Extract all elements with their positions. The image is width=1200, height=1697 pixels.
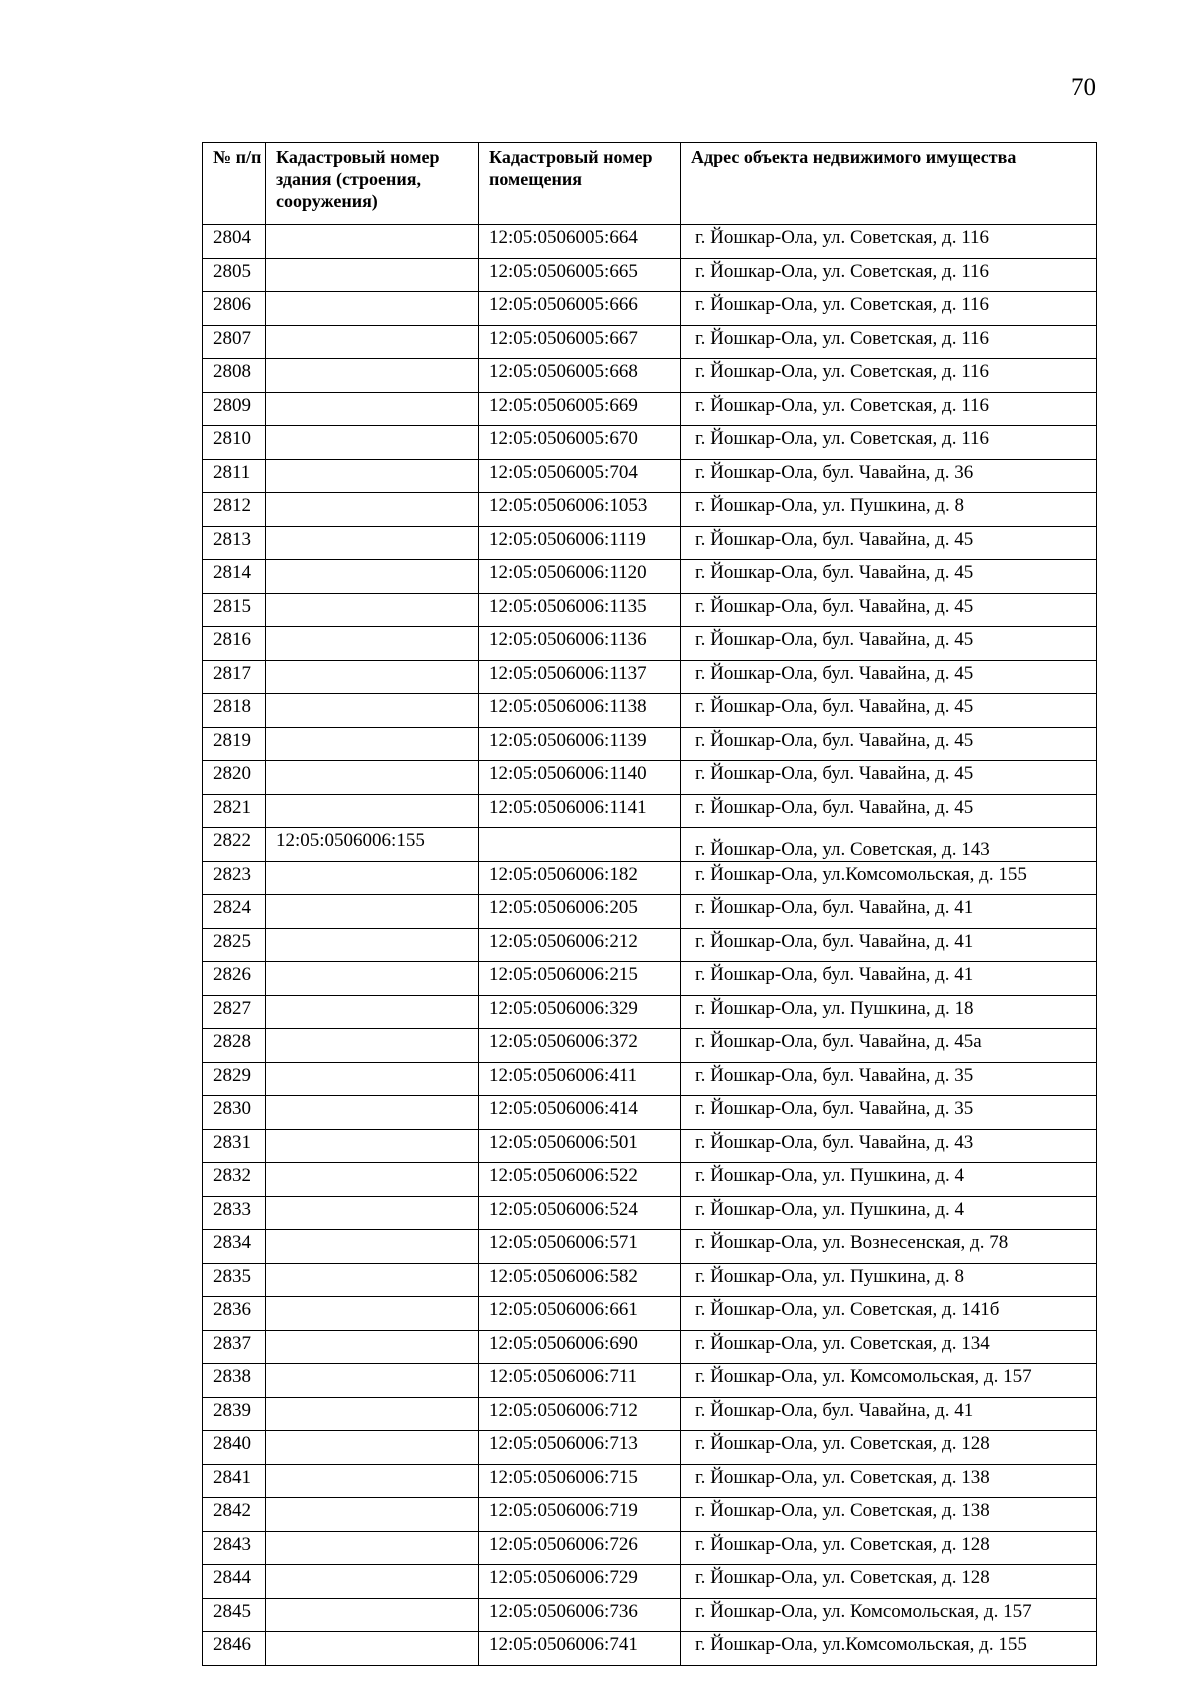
row-number-cell: 2804 bbox=[203, 225, 266, 259]
row-number-cell: 2826 bbox=[203, 962, 266, 996]
room-cadastral-cell: 12:05:0506006:411 bbox=[479, 1062, 681, 1096]
header-address: Адрес объекта недвижимого имущества bbox=[681, 143, 1097, 225]
table-row bbox=[203, 694, 1097, 728]
building-cadastral-cell bbox=[266, 1565, 479, 1599]
address-cell: г. Йошкар-Ола, бул. Чавайна, д. 41 bbox=[681, 895, 1097, 929]
building-cadastral-cell bbox=[266, 1632, 479, 1666]
row-number-cell: 2830 bbox=[203, 1096, 266, 1130]
building-cadastral-cell bbox=[266, 861, 479, 895]
address-cell: г. Йошкар-Ола, ул. Пушкина, д. 8 bbox=[681, 1263, 1097, 1297]
building-cadastral-cell bbox=[266, 928, 479, 962]
building-cadastral-cell bbox=[266, 1196, 479, 1230]
table-row bbox=[203, 1263, 1097, 1297]
row-number-cell: 2834 bbox=[203, 1230, 266, 1264]
address-cell: г. Йошкар-Ола, ул.Комсомольская, д. 155 bbox=[681, 861, 1097, 895]
row-number-cell: 2824 bbox=[203, 895, 266, 929]
address-cell: г. Йошкар-Ола, ул. Советская, д. 116 bbox=[681, 225, 1097, 259]
address-cell: г. Йошкар-Ола, ул. Советская, д. 128 bbox=[681, 1431, 1097, 1465]
address-cell: г. Йошкар-Ола, ул. Советская, д. 116 bbox=[681, 392, 1097, 426]
table-row bbox=[203, 392, 1097, 426]
address-cell: г. Йошкар-Ола, бул. Чавайна, д. 36 bbox=[681, 459, 1097, 493]
table-header-row bbox=[203, 143, 1097, 225]
building-cadastral-cell bbox=[266, 694, 479, 728]
address-cell: г. Йошкар-Ола, ул. Пушкина, д. 4 bbox=[681, 1163, 1097, 1197]
room-cadastral-cell: 12:05:0506006:736 bbox=[479, 1598, 681, 1632]
building-cadastral-cell bbox=[266, 426, 479, 460]
building-cadastral-cell bbox=[266, 1230, 479, 1264]
room-cadastral-cell: 12:05:0506006:182 bbox=[479, 861, 681, 895]
row-number-cell: 2835 bbox=[203, 1263, 266, 1297]
row-number-cell: 2817 bbox=[203, 660, 266, 694]
header-row-number: № п/п bbox=[203, 143, 266, 225]
row-number-cell: 2836 bbox=[203, 1297, 266, 1331]
address-cell: г. Йошкар-Ола, ул. Пушкина, д. 18 bbox=[681, 995, 1097, 1029]
row-number-cell: 2822 bbox=[203, 828, 266, 862]
room-cadastral-cell: 12:05:0506006:372 bbox=[479, 1029, 681, 1063]
building-cadastral-cell bbox=[266, 627, 479, 661]
row-number-cell: 2805 bbox=[203, 258, 266, 292]
table-row bbox=[203, 1196, 1097, 1230]
building-cadastral-cell bbox=[266, 1297, 479, 1331]
table-row bbox=[203, 225, 1097, 259]
row-number-cell: 2827 bbox=[203, 995, 266, 1029]
room-cadastral-cell: 12:05:0506006:711 bbox=[479, 1364, 681, 1398]
building-cadastral-cell: 12:05:0506006:155 bbox=[266, 828, 479, 862]
address-cell: г. Йошкар-Ола, ул. Советская, д. 128 bbox=[681, 1565, 1097, 1599]
table-row bbox=[203, 1096, 1097, 1130]
row-number-cell: 2815 bbox=[203, 593, 266, 627]
row-number-cell: 2812 bbox=[203, 493, 266, 527]
room-cadastral-cell: 12:05:0506006:414 bbox=[479, 1096, 681, 1130]
address-cell: г. Йошкар-Ола, ул. Комсомольская, д. 157 bbox=[681, 1598, 1097, 1632]
row-number-cell: 2814 bbox=[203, 560, 266, 594]
room-cadastral-cell: 12:05:0506006:690 bbox=[479, 1330, 681, 1364]
building-cadastral-cell bbox=[266, 1330, 479, 1364]
room-cadastral-cell: 12:05:0506006:1136 bbox=[479, 627, 681, 661]
room-cadastral-cell: 12:05:0506005:667 bbox=[479, 325, 681, 359]
header-room-cadastral-number: Кадастровый номер помещения bbox=[479, 143, 681, 225]
address-cell: г. Йошкар-Ола, бул. Чавайна, д. 41 bbox=[681, 928, 1097, 962]
building-cadastral-cell bbox=[266, 593, 479, 627]
row-number-cell: 2833 bbox=[203, 1196, 266, 1230]
room-cadastral-cell: 12:05:0506006:571 bbox=[479, 1230, 681, 1264]
row-number-cell: 2845 bbox=[203, 1598, 266, 1632]
row-number-cell: 2810 bbox=[203, 426, 266, 460]
table-body bbox=[203, 225, 1097, 1666]
address-cell: г. Йошкар-Ола, бул. Чавайна, д. 43 bbox=[681, 1129, 1097, 1163]
address-cell: г. Йошкар-Ола, бул. Чавайна, д. 41 bbox=[681, 1397, 1097, 1431]
table-row bbox=[203, 1163, 1097, 1197]
address-cell: г. Йошкар-Ола, ул. Советская, д. 116 bbox=[681, 325, 1097, 359]
building-cadastral-cell bbox=[266, 1464, 479, 1498]
row-number-cell: 2844 bbox=[203, 1565, 266, 1599]
row-number-cell: 2829 bbox=[203, 1062, 266, 1096]
table-row bbox=[203, 1531, 1097, 1565]
room-cadastral-cell: 12:05:0506005:668 bbox=[479, 359, 681, 393]
building-cadastral-cell bbox=[266, 1498, 479, 1532]
row-number-cell: 2825 bbox=[203, 928, 266, 962]
building-cadastral-cell bbox=[266, 1163, 479, 1197]
building-cadastral-cell bbox=[266, 727, 479, 761]
row-number-cell: 2819 bbox=[203, 727, 266, 761]
room-cadastral-cell: 12:05:0506006:1137 bbox=[479, 660, 681, 694]
building-cadastral-cell bbox=[266, 392, 479, 426]
address-cell: г. Йошкар-Ола, бул. Чавайна, д. 45 bbox=[681, 694, 1097, 728]
table-row bbox=[203, 426, 1097, 460]
room-cadastral-cell: 12:05:0506006:329 bbox=[479, 995, 681, 1029]
room-cadastral-cell: 12:05:0506006:729 bbox=[479, 1565, 681, 1599]
room-cadastral-cell: 12:05:0506006:712 bbox=[479, 1397, 681, 1431]
header-building-cadastral-number: Кадастровый номер здания (строения, сооружения) bbox=[266, 143, 479, 225]
building-cadastral-cell bbox=[266, 526, 479, 560]
table-row bbox=[203, 1498, 1097, 1532]
room-cadastral-cell: 12:05:0506006:205 bbox=[479, 895, 681, 929]
table-row bbox=[203, 627, 1097, 661]
table-row bbox=[203, 459, 1097, 493]
address-cell: г. Йошкар-Ола, ул. Советская, д. 134 bbox=[681, 1330, 1097, 1364]
room-cadastral-cell: 12:05:0506006:1135 bbox=[479, 593, 681, 627]
address-cell: г. Йошкар-Ола, бул. Чавайна, д. 35 bbox=[681, 1096, 1097, 1130]
address-cell: г. Йошкар-Ола, ул. Советская, д. 116 bbox=[681, 426, 1097, 460]
table-row bbox=[203, 928, 1097, 962]
address-cell: г. Йошкар-Ола, бул. Чавайна, д. 45 bbox=[681, 627, 1097, 661]
table-row bbox=[203, 727, 1097, 761]
room-cadastral-cell: 12:05:0506006:726 bbox=[479, 1531, 681, 1565]
building-cadastral-cell bbox=[266, 962, 479, 996]
room-cadastral-cell: 12:05:0506006:1120 bbox=[479, 560, 681, 594]
row-number-cell: 2823 bbox=[203, 861, 266, 895]
room-cadastral-cell: 12:05:0506006:522 bbox=[479, 1163, 681, 1197]
building-cadastral-cell bbox=[266, 660, 479, 694]
building-cadastral-cell bbox=[266, 895, 479, 929]
table-row bbox=[203, 593, 1097, 627]
table-row bbox=[203, 995, 1097, 1029]
row-number-cell: 2816 bbox=[203, 627, 266, 661]
building-cadastral-cell bbox=[266, 794, 479, 828]
row-number-cell: 2828 bbox=[203, 1029, 266, 1063]
row-number-cell: 2821 bbox=[203, 794, 266, 828]
room-cadastral-cell: 12:05:0506006:715 bbox=[479, 1464, 681, 1498]
building-cadastral-cell bbox=[266, 1531, 479, 1565]
row-number-cell: 2813 bbox=[203, 526, 266, 560]
row-number-cell: 2838 bbox=[203, 1364, 266, 1398]
address-cell: г. Йошкар-Ола, ул. Советская, д. 141б bbox=[681, 1297, 1097, 1331]
table-row bbox=[203, 560, 1097, 594]
table-row bbox=[203, 1029, 1097, 1063]
building-cadastral-cell bbox=[266, 1062, 479, 1096]
address-cell: г. Йошкар-Ола, ул. Советская, д. 128 bbox=[681, 1531, 1097, 1565]
table-row bbox=[203, 1330, 1097, 1364]
address-cell: г. Йошкар-Ола, ул. Пушкина, д. 4 bbox=[681, 1196, 1097, 1230]
table-row bbox=[203, 1565, 1097, 1599]
building-cadastral-cell bbox=[266, 292, 479, 326]
table-row bbox=[203, 794, 1097, 828]
table-row bbox=[203, 1397, 1097, 1431]
row-number-cell: 2831 bbox=[203, 1129, 266, 1163]
room-cadastral-cell: 12:05:0506006:215 bbox=[479, 962, 681, 996]
room-cadastral-cell: 12:05:0506006:741 bbox=[479, 1632, 681, 1666]
building-cadastral-cell bbox=[266, 1598, 479, 1632]
building-cadastral-cell bbox=[266, 258, 479, 292]
row-number-cell: 2832 bbox=[203, 1163, 266, 1197]
room-cadastral-cell: 12:05:0506006:1139 bbox=[479, 727, 681, 761]
building-cadastral-cell bbox=[266, 1431, 479, 1465]
row-number-cell: 2809 bbox=[203, 392, 266, 426]
building-cadastral-cell bbox=[266, 1364, 479, 1398]
page-number: 70 bbox=[1071, 74, 1096, 101]
building-cadastral-cell bbox=[266, 325, 479, 359]
table-row bbox=[203, 761, 1097, 795]
room-cadastral-cell: 12:05:0506005:704 bbox=[479, 459, 681, 493]
building-cadastral-cell bbox=[266, 560, 479, 594]
row-number-cell: 2842 bbox=[203, 1498, 266, 1532]
room-cadastral-cell: 12:05:0506006:713 bbox=[479, 1431, 681, 1465]
table-row bbox=[203, 962, 1097, 996]
row-number-cell: 2818 bbox=[203, 694, 266, 728]
room-cadastral-cell: 12:05:0506005:665 bbox=[479, 258, 681, 292]
room-cadastral-cell: 12:05:0506006:582 bbox=[479, 1263, 681, 1297]
address-cell: г. Йошкар-Ола, ул. Советская, д. 116 bbox=[681, 292, 1097, 326]
address-cell: г. Йошкар-Ола, бул. Чавайна, д. 45 bbox=[681, 593, 1097, 627]
address-cell: г. Йошкар-Ола, бул. Чавайна, д. 41 bbox=[681, 962, 1097, 996]
address-cell: г. Йошкар-Ола, бул. Чавайна, д. 45 bbox=[681, 660, 1097, 694]
building-cadastral-cell bbox=[266, 225, 479, 259]
table-row bbox=[203, 895, 1097, 929]
address-cell: г. Йошкар-Ола, бул. Чавайна, д. 45а bbox=[681, 1029, 1097, 1063]
address-cell: г. Йошкар-Ола, бул. Чавайна, д. 45 bbox=[681, 560, 1097, 594]
address-cell: г. Йошкар-Ола, бул. Чавайна, д. 45 bbox=[681, 761, 1097, 795]
room-cadastral-cell: 12:05:0506006:719 bbox=[479, 1498, 681, 1532]
building-cadastral-cell bbox=[266, 1129, 479, 1163]
table-row bbox=[203, 258, 1097, 292]
address-cell: г. Йошкар-Ола, ул. Советская, д. 138 bbox=[681, 1498, 1097, 1532]
table-row bbox=[203, 660, 1097, 694]
address-cell: г. Йошкар-Ола, ул. Советская, д. 143 bbox=[681, 828, 1097, 862]
room-cadastral-cell: 12:05:0506006:1119 bbox=[479, 526, 681, 560]
row-number-cell: 2839 bbox=[203, 1397, 266, 1431]
room-cadastral-cell: 12:05:0506006:661 bbox=[479, 1297, 681, 1331]
table-row bbox=[203, 1364, 1097, 1398]
row-number-cell: 2843 bbox=[203, 1531, 266, 1565]
room-cadastral-cell: 12:05:0506005:669 bbox=[479, 392, 681, 426]
room-cadastral-cell: 12:05:0506005:670 bbox=[479, 426, 681, 460]
row-number-cell: 2841 bbox=[203, 1464, 266, 1498]
room-cadastral-cell: 12:05:0506005:664 bbox=[479, 225, 681, 259]
room-cadastral-cell: 12:05:0506006:1138 bbox=[479, 694, 681, 728]
property-registry-table bbox=[202, 142, 1097, 1666]
table-row bbox=[203, 1632, 1097, 1666]
address-cell: г. Йошкар-Ола, ул. Пушкина, д. 8 bbox=[681, 493, 1097, 527]
table-row bbox=[203, 493, 1097, 527]
table-row bbox=[203, 1062, 1097, 1096]
room-cadastral-cell: 12:05:0506006:1053 bbox=[479, 493, 681, 527]
table-row bbox=[203, 292, 1097, 326]
room-cadastral-cell: 12:05:0506006:1140 bbox=[479, 761, 681, 795]
address-cell: г. Йошкар-Ола, ул.Комсомольская, д. 155 bbox=[681, 1632, 1097, 1666]
table-row bbox=[203, 1297, 1097, 1331]
table-row bbox=[203, 1129, 1097, 1163]
table-row bbox=[203, 1464, 1097, 1498]
room-cadastral-cell: 12:05:0506006:1141 bbox=[479, 794, 681, 828]
building-cadastral-cell bbox=[266, 995, 479, 1029]
table-row bbox=[203, 828, 1097, 862]
room-cadastral-cell: 12:05:0506006:501 bbox=[479, 1129, 681, 1163]
table-row bbox=[203, 1598, 1097, 1632]
address-cell: г. Йошкар-Ола, бул. Чавайна, д. 45 bbox=[681, 794, 1097, 828]
table-row bbox=[203, 1230, 1097, 1264]
table-row bbox=[203, 1431, 1097, 1465]
row-number-cell: 2846 bbox=[203, 1632, 266, 1666]
building-cadastral-cell bbox=[266, 1029, 479, 1063]
table-row bbox=[203, 359, 1097, 393]
building-cadastral-cell bbox=[266, 1096, 479, 1130]
room-cadastral-cell: 12:05:0506005:666 bbox=[479, 292, 681, 326]
building-cadastral-cell bbox=[266, 761, 479, 795]
building-cadastral-cell bbox=[266, 1397, 479, 1431]
address-cell: г. Йошкар-Ола, ул. Советская, д. 138 bbox=[681, 1464, 1097, 1498]
address-cell: г. Йошкар-Ола, бул. Чавайна, д. 45 bbox=[681, 727, 1097, 761]
row-number-cell: 2806 bbox=[203, 292, 266, 326]
address-cell: г. Йошкар-Ола, бул. Чавайна, д. 45 bbox=[681, 526, 1097, 560]
row-number-cell: 2808 bbox=[203, 359, 266, 393]
row-number-cell: 2811 bbox=[203, 459, 266, 493]
row-number-cell: 2807 bbox=[203, 325, 266, 359]
row-number-cell: 2820 bbox=[203, 761, 266, 795]
room-cadastral-cell: 12:05:0506006:524 bbox=[479, 1196, 681, 1230]
room-cadastral-cell: 12:05:0506006:212 bbox=[479, 928, 681, 962]
address-cell: г. Йошкар-Ола, ул. Вознесенская, д. 78 bbox=[681, 1230, 1097, 1264]
room-cadastral-cell bbox=[479, 828, 681, 862]
row-number-cell: 2840 bbox=[203, 1431, 266, 1465]
building-cadastral-cell bbox=[266, 359, 479, 393]
address-cell: г. Йошкар-Ола, ул. Комсомольская, д. 157 bbox=[681, 1364, 1097, 1398]
building-cadastral-cell bbox=[266, 459, 479, 493]
address-cell: г. Йошкар-Ола, ул. Советская, д. 116 bbox=[681, 258, 1097, 292]
building-cadastral-cell bbox=[266, 493, 479, 527]
address-cell: г. Йошкар-Ола, бул. Чавайна, д. 35 bbox=[681, 1062, 1097, 1096]
address-cell: г. Йошкар-Ола, ул. Советская, д. 116 bbox=[681, 359, 1097, 393]
building-cadastral-cell bbox=[266, 1263, 479, 1297]
table-row bbox=[203, 526, 1097, 560]
table-row bbox=[203, 861, 1097, 895]
table-row bbox=[203, 325, 1097, 359]
row-number-cell: 2837 bbox=[203, 1330, 266, 1364]
